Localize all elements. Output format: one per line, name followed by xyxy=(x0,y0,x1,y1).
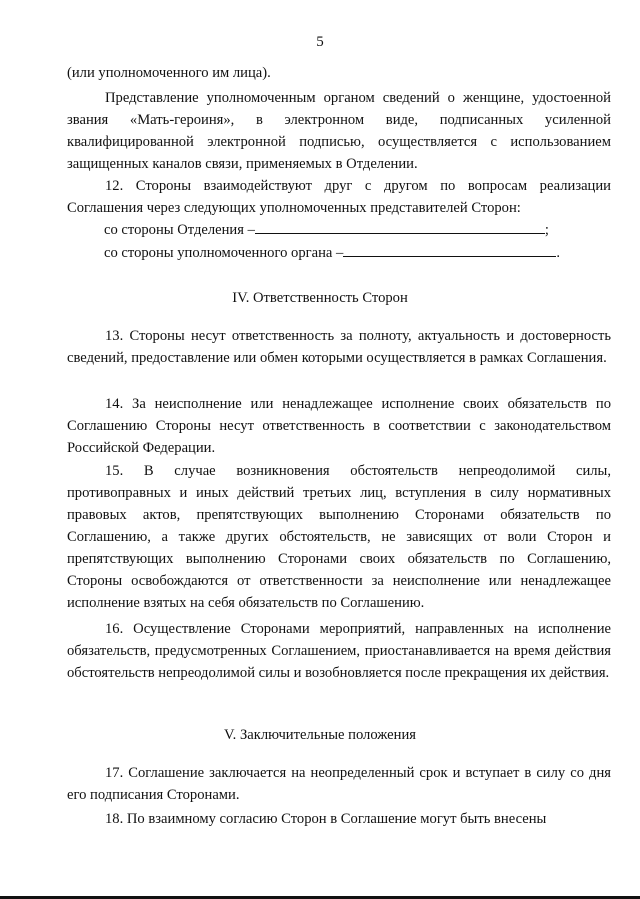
section-heading-iv: IV. Ответственность Сторон xyxy=(232,290,408,306)
section-heading-v: V. Заключительные положения xyxy=(224,727,416,743)
paragraph-18: 18. По взаимному согласию Сторон в Соглашение могут быть внесены xyxy=(105,811,547,827)
page-number: 5 xyxy=(316,34,324,50)
line-end-mark: ; xyxy=(544,222,549,238)
paragraph-14: 14. За неисполнение или ненадлежащее исполнение своих обязательств по Соглашению Стороны несут ответственность в соответствии с законодательством Российской Федерации. xyxy=(67,396,611,456)
paragraph-continuation: (или уполномоченного им лица). xyxy=(67,65,271,81)
paragraph-16: 16. Осуществление Сторонами мероприятий, направленных на исполнение обязательств, предусмотренных Соглашением, приостанавливается на время действия обстоятельств непреодолимой силы и возобновляется после прекращения их действия. xyxy=(67,621,611,681)
paragraph-15: 15. В случае возникновения обстоятельств непреодолимой силы, противоправных и иных действий третьих лиц, вступления в силу нормативных правовых актов, препятствующих выполнению Сторонами обязательств по Соглашению, а также других обстоятельств, не зависящих от воли Сторон и препятствующих выполнению Сторонами своих обязательств по Соглашению, Стороны освобождаются от ответственности за неисполнение или ненадлежащее исполнение взятых на себя обязательств по Соглашению. xyxy=(67,463,611,611)
signature-blank-line xyxy=(255,219,545,234)
paragraph-17: 17. Соглашение заключается на неопределенный срок и вступает в силу со дня его подписания Сторонами. xyxy=(67,765,611,803)
representative-authority-label: со стороны уполномоченного органа – xyxy=(104,245,344,261)
representative-department-line xyxy=(104,219,549,241)
signature-blank-line xyxy=(343,242,556,257)
paragraph-12: 12. Стороны взаимодействуют друг с другом по вопросам реализации Соглашения через следующих уполномоченных представителей Сторон: xyxy=(67,178,611,216)
line-end-mark: . xyxy=(556,245,560,261)
representative-authority-line xyxy=(104,242,560,264)
representative-department-label: со стороны Отделения – xyxy=(104,222,255,238)
paragraph-13: 13. Стороны несут ответственность за полноту, актуальность и достоверность сведений, предоставление или обмен которыми осуществляется в рамках Соглашения. xyxy=(67,328,611,366)
paragraph-representation: Представление уполномоченным органом сведений о женщине, удостоенной звания «Мать-героиня», в электронном виде, подписанных усиленной квалифицированной электронной подписью, осуществляется с использованием защищенных каналов связи, применяемых в Отделении. xyxy=(67,90,611,172)
